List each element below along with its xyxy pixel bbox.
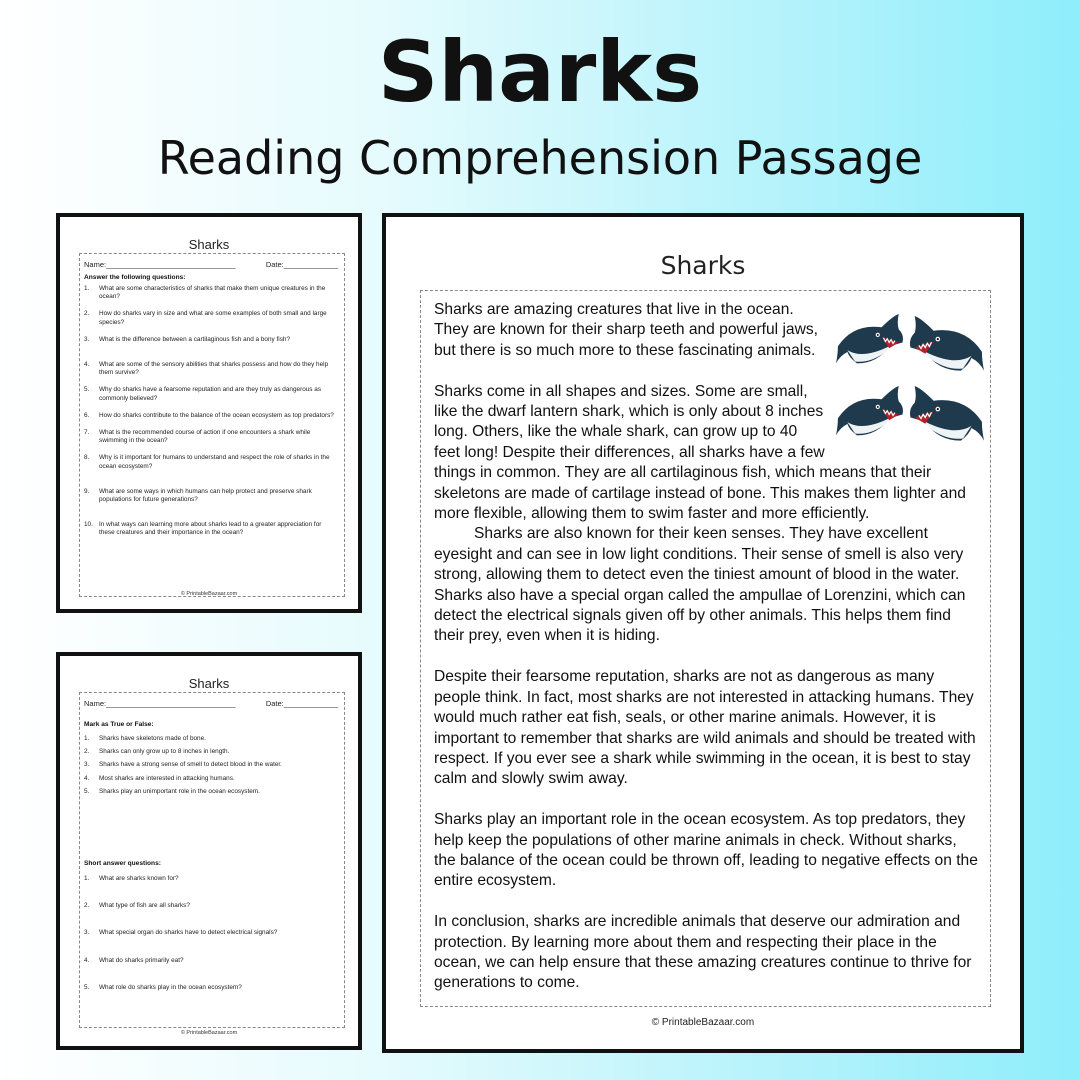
list-item: 4. What do sharks primarily eat? [84, 956, 184, 964]
passage-paragraph: Sharks are amazing creatures that live in the ocean. They are known for their sharp teeth and powerful jaws, but there is so much more to these fascinating animals. [434, 301, 818, 359]
page-subtitle: Reading Comprehension Passage [157, 131, 923, 185]
name-date-row [84, 699, 338, 708]
list-item: 8. Why is it important for humans to understand and respect the role of sharks in the ocean ecosystem? [84, 454, 330, 470]
passage-paragraph: Sharks are also known for their keen senses. They have excellent eyesight and can see in low light conditions. Their sense of smell is also very strong, allowing them to detect even the tiniest amount of blood in the water. Sharks also have a special organ called the ampullae of Lorenzini, which can detect the electrical signals given off by other animals. This helps them find their prey, even when it is hiding. [434, 525, 966, 645]
list-item: 7. What is the recommended course of action if one encounters a shark while swimming in the ocean? [84, 429, 311, 445]
true-false-list [84, 735, 338, 796]
list-item: 3. Sharks have a strong sense of smell to detect blood in the water. [84, 761, 282, 769]
list-item: 3. What is the difference between a cartilaginous fish and a bony fish? [84, 335, 291, 343]
short-answer-list [84, 875, 338, 992]
passage-paragraph: Sharks come in all shapes and sizes. Some are small, like the dwarf lantern shark, which is only about 8 inches long. Others, like the whale shark, can grow up to 40 feet long! Despite their differences, all sharks have a few things in common. They are all cartilaginous fish, which means that their skeletons are made of cartilage instead of bone. This makes them lighter and more flexible, allowing them to swim faster and more efficiently. [434, 382, 966, 523]
list-item: 1. What are sharks known for? [84, 875, 179, 882]
name-line: Name:_______________________________ [84, 260, 236, 269]
passage-paragraph: In conclusion, sharks are incredible animals that deserve our admiration and protection. By learning more about them and respecting their place in the ocean, we can help ensure that these amazing creatures continue to thrive for generations to come. [434, 913, 972, 992]
passage-sheet [382, 213, 1024, 1053]
passage-footer: © PrintableBazaar.com [651, 1017, 755, 1028]
instructions: Answer the following questions: [84, 274, 186, 281]
short-answer-heading: Short answer questions: [84, 860, 161, 867]
list-item: 1. What are some characteristics of sharks that make them unique creatures in the ocean? [84, 285, 326, 301]
passage-frame [420, 290, 991, 1007]
list-item: 6. How do sharks contribute to the balance of the ocean ecosystem as top predators? [84, 411, 334, 419]
name-line: Name:_______________________________ [84, 699, 236, 708]
passage-paragraph: Despite their fearsome reputation, sharks are not as dangerous as many people think. In fact, most sharks are not interested in attacking humans. They would much rather eat fish, seals, or other marine animals. However, it is important to remember that sharks are wild animals and should be treated with respect. If you ever see a shark while swimming in the ocean, it is best to stay calm and slowly swim away. [434, 668, 976, 788]
worksheet-title: Sharks [188, 237, 230, 252]
passage-paragraph: Sharks play an important role in the ocean ecosystem. As top predators, they help keep the populations of other marine animals in check. Without sharks, the balance of the ocean could be thrown off, leading to negative effects on the entire ecosystem. [434, 811, 978, 890]
page-title: Sharks [377, 23, 703, 121]
question-list [84, 285, 338, 538]
name-date-row [84, 260, 338, 269]
list-item: 1. Sharks have skeletons made of bone. [84, 735, 206, 742]
list-item: 5. What role do sharks play in the ocean ecosystem? [84, 983, 242, 991]
passage-title: Sharks [660, 251, 746, 280]
worksheet-preview-questions [56, 213, 362, 613]
worksheet-footer: © PrintableBazaar.com [180, 591, 238, 597]
date-line: Date:_____________ [265, 699, 338, 708]
list-item: 10. In what ways can learning more about sharks lead to a greater appreciation for these creatures and their importance in the ocean? [84, 521, 322, 537]
shark-illustration-icon [834, 302, 986, 442]
list-item: 4. Most sharks are interested in attacking humans. [84, 774, 235, 782]
list-item: 9. What are some ways in which humans can help protect and preserve shark populations for future generations? [84, 487, 312, 504]
worksheet-preview-true-false [56, 652, 362, 1050]
worksheet-frame [79, 692, 345, 1028]
date-line: Date:_____________ [265, 260, 338, 269]
worksheet-footer: © PrintableBazaar.com [180, 1030, 238, 1036]
list-item: 4. What are some of the sensory abilities that sharks possess and how do they help them survive? [84, 361, 329, 377]
list-item: 2. What type of fish are all sharks? [84, 902, 190, 910]
list-item: 2. Sharks can only grow up to 8 inches in length. [84, 748, 230, 756]
true-false-heading: Mark as True or False: [84, 721, 154, 728]
list-item: 5. Why do sharks have a fearsome reputation and are they truly as dangerous as commonly believed? [84, 386, 322, 402]
list-item: 2. How do sharks vary in size and what are some examples of both small and large species? [84, 310, 327, 326]
worksheet-title: Sharks [188, 676, 230, 691]
list-item: 3. What special organ do sharks have to detect electrical signals? [84, 929, 278, 937]
worksheet-frame [79, 253, 345, 597]
list-item: 5. Sharks play an unimportant role in the ocean ecosystem. [84, 787, 260, 795]
passage-body [434, 300, 980, 994]
